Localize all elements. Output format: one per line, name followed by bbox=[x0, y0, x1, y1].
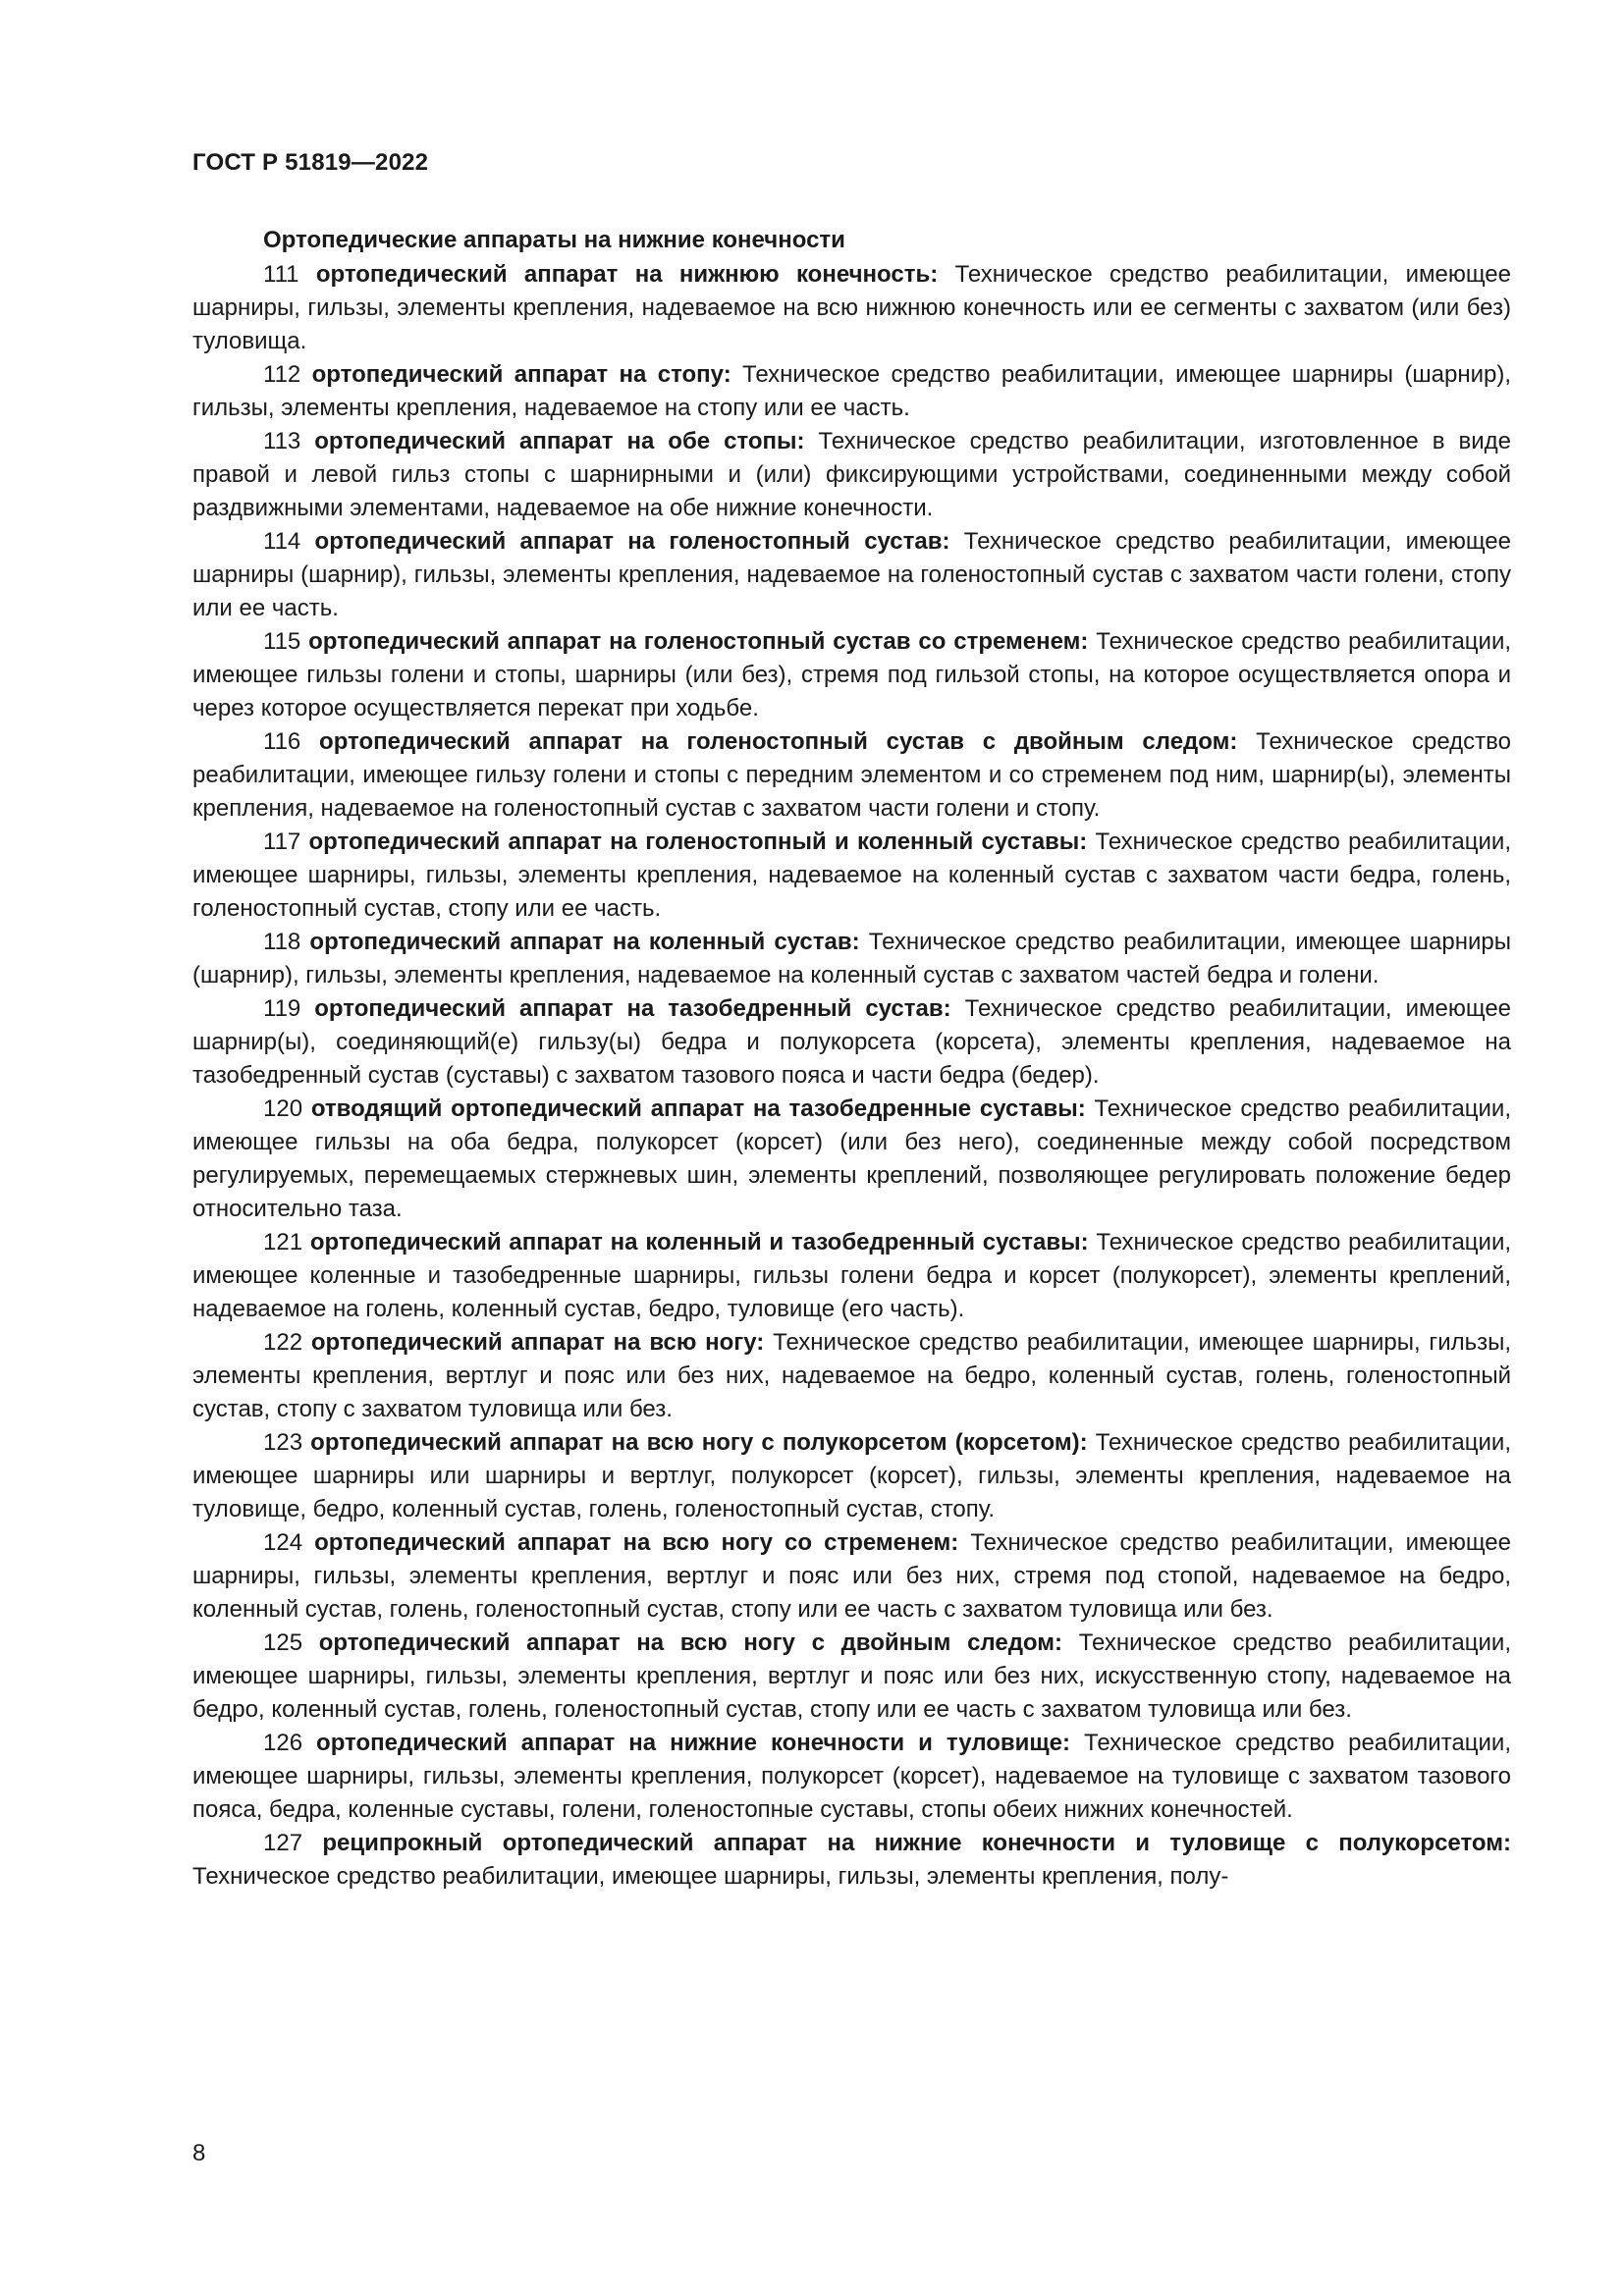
term-number: 122 bbox=[263, 1329, 303, 1356]
term-definition: Техническое средство реабилитации, имеющее шарнир(ы), соединяющий(е) гильзу(ы) бедра и полукорсета (корсета), элементы крепления, надеваемое на тазобедренный сустав (суставы) с захватом тазового пояса и части бедра (бедер). bbox=[192, 995, 1512, 1089]
section-heading: Ортопедические аппараты на нижние конечности bbox=[263, 227, 845, 253]
term-number: 113 bbox=[263, 428, 301, 454]
term-number: 123 bbox=[263, 1429, 303, 1456]
term-name: ортопедический аппарат на всю ногу со стременем: bbox=[314, 1529, 959, 1556]
term-definition: Техническое средство реабилитации, имеющее шарниры (шарнир), гильзы, элементы крепления, надеваемое на голеностопный сустав с захватом части голени, стопу или ее часть. bbox=[192, 528, 1511, 621]
page-content bbox=[192, 224, 1511, 1894]
term-definition: Техническое средство реабилитации, имеющее коленные и тазобедренные шарниры, гильзы голени бедра и корсет (полукорсет), элементы креплений, надеваемое на голень, коленный сустав, бедро, туловище (его часть). bbox=[192, 1229, 1512, 1322]
term-entry bbox=[192, 826, 1511, 926]
term-number: 120 bbox=[263, 1095, 303, 1122]
term-entry bbox=[192, 725, 1511, 826]
term-definition: Техническое средство реабилитации, имеющее гильзы на оба бедра, полукорсет (корсет) (или без него), соединенные между собой посредством регулируемых, перемещаемых стержневых шин, элементы креплений, позволяющее регулировать положение бедер относительно таза. bbox=[192, 1095, 1511, 1222]
term-number: 115 bbox=[263, 628, 301, 655]
term-definition: Техническое средство реабилитации, имеющее шарниры, гильзы, элементы крепления, надеваемое на всю нижнюю конечность или ее сегменты с захватом (или без) туловища. bbox=[192, 261, 1512, 354]
term-name: ортопедический аппарат на коленный сустав: bbox=[309, 929, 860, 955]
term-entry bbox=[192, 1426, 1511, 1526]
term-definition: Техническое средство реабилитации, изготовленное в виде правой и левой гильз стопы с шарнирными и (или) фиксирующими устройствами, соединенными между собой раздвижными элементами, надеваемое на обе нижние конечности. bbox=[192, 428, 1512, 521]
term-entry bbox=[192, 1226, 1511, 1326]
term-entry bbox=[192, 525, 1511, 625]
term-number: 118 bbox=[263, 929, 301, 955]
term-name: ортопедический аппарат на обе стопы: bbox=[314, 428, 805, 454]
terms-list bbox=[192, 258, 1511, 1894]
term-name: ортопедический аппарат на голеностопный сустав: bbox=[314, 528, 950, 555]
term-name: ортопедический аппарат на всю ногу: bbox=[310, 1329, 765, 1356]
term-entry bbox=[192, 625, 1511, 725]
term-definition: Техническое средство реабилитации, имеющее шарниры или шарниры и вертлуг, полукорсет (корсет), гильзы, элементы крепления, надеваемое на туловище, бедро, коленный сустав, голень, голеностопный сустав, стопу. bbox=[192, 1429, 1511, 1522]
term-definition: Техническое средство реабилитации, имеющее шарниры, гильзы, элементы крепления, вертлуг и пояс или без них, надеваемое на бедро, коленный сустав, голень, голеностопный сустав, стопу с захватом туловища или без. bbox=[192, 1329, 1512, 1422]
term-entry bbox=[192, 926, 1511, 992]
term-entry bbox=[192, 1526, 1511, 1627]
term-number: 121 bbox=[263, 1229, 303, 1255]
term-entry bbox=[192, 425, 1511, 525]
term-entry bbox=[192, 258, 1511, 358]
term-entry bbox=[192, 1093, 1511, 1226]
term-definition: Техническое средство реабилитации, имеющее шарниры, гильзы, элементы крепления, полу- bbox=[192, 1863, 1229, 1890]
term-entry bbox=[192, 1627, 1511, 1727]
term-name: ортопедический аппарат на нижние конечности и туловище: bbox=[316, 1730, 1070, 1756]
term-definition: Техническое средство реабилитации, имеющее шарниры, гильзы, элементы крепления, полукорсет (корсет), надеваемое на туловище с захватом тазового пояса, бедра, коленные суставы, голени, голеностопные суставы, стопы обеих нижних конечностей. bbox=[192, 1730, 1511, 1823]
term-name: ортопедический аппарат на стопу: bbox=[311, 361, 731, 388]
term-entry bbox=[192, 358, 1511, 425]
term-name: ортопедический аппарат на всю ногу с двойным следом: bbox=[318, 1629, 1063, 1656]
term-entry bbox=[192, 1727, 1511, 1827]
term-number: 125 bbox=[263, 1629, 303, 1656]
term-number: 111 bbox=[263, 261, 299, 288]
term-number: 124 bbox=[263, 1529, 303, 1556]
term-entry bbox=[192, 992, 1511, 1093]
document-code: ГОСТ Р 51819—2022 bbox=[192, 149, 429, 176]
term-definition: Техническое средство реабилитации, имеющее шарниры (шарнир), гильзы, элементы крепления, надеваемое на коленный сустав с захватом частей бедра и голени. bbox=[192, 929, 1512, 988]
page-number: 8 bbox=[192, 2140, 206, 2166]
term-number: 117 bbox=[263, 828, 301, 855]
term-number: 126 bbox=[263, 1730, 303, 1756]
term-definition: Техническое средство реабилитации, имеющее шарниры, гильзы, элементы крепления, надеваемое на коленный сустав с захватом части бедра, голень, голеностопный сустав, стопу или ее часть. bbox=[192, 828, 1512, 922]
term-number: 116 bbox=[263, 728, 301, 755]
term-name: ортопедический аппарат на голеностопный сустав с двойным следом: bbox=[319, 728, 1238, 755]
term-name: ортопедический аппарат на голеностопный и коленный суставы: bbox=[308, 828, 1088, 855]
term-name: ортопедический аппарат на тазобедренный сустав: bbox=[314, 995, 951, 1022]
term-entry bbox=[192, 1326, 1511, 1426]
term-number: 114 bbox=[263, 528, 301, 555]
term-name: ортопедический аппарат на нижнюю конечность: bbox=[315, 261, 939, 288]
term-name: ортопедический аппарат на голеностопный сустав со стременем: bbox=[308, 628, 1089, 655]
term-definition: Техническое средство реабилитации, имеющее гильзы голени и стопы, шарниры (или без), стремя под гильзой стопы, на которое осуществляется опора и через которое осуществляется перекат при ходьбе. bbox=[192, 628, 1512, 721]
term-number: 112 bbox=[263, 361, 301, 388]
term-definition: Техническое средство реабилитации, имеющее гильзу голени и стопы с передним элементом и со стременем под ним, шарнир(ы), элементы крепления, надеваемое на голеностопный сустав с захватом части голени и стопу. bbox=[192, 728, 1511, 822]
term-name: реципрокный ортопедический аппарат на нижние конечности и туловище с полукорсетом: bbox=[322, 1830, 1511, 1856]
term-definition: Техническое средство реабилитации, имеющее шарниры, гильзы, элементы крепления, вертлуг и пояс или без них, стремя под стопой, надеваемое на бедро, коленный сустав, голень, голеностопный сустав, стопу или ее часть с захватом туловища или без. bbox=[192, 1529, 1511, 1623]
term-name: отводящий ортопедический аппарат на тазобедренные суставы: bbox=[310, 1095, 1086, 1122]
term-number: 127 bbox=[263, 1830, 303, 1856]
term-name: ортопедический аппарат на коленный и тазобедренный суставы: bbox=[309, 1229, 1089, 1255]
term-definition: Техническое средство реабилитации, имеющее шарниры (шарнир), гильзы, элементы крепления, надеваемое на стопу или ее часть. bbox=[192, 361, 1512, 421]
term-number: 119 bbox=[263, 995, 301, 1022]
term-definition: Техническое средство реабилитации, имеющее шарниры, гильзы, элементы крепления, вертлуг и пояс или без них, искусственную стопу, надеваемое на бедро, коленный сустав, голень, голеностопный сустав, стопу или ее часть с захватом туловища или без. bbox=[192, 1629, 1512, 1723]
term-entry bbox=[192, 1827, 1511, 1894]
term-name: ортопедический аппарат на всю ногу с полукорсетом (корсетом): bbox=[310, 1429, 1088, 1456]
